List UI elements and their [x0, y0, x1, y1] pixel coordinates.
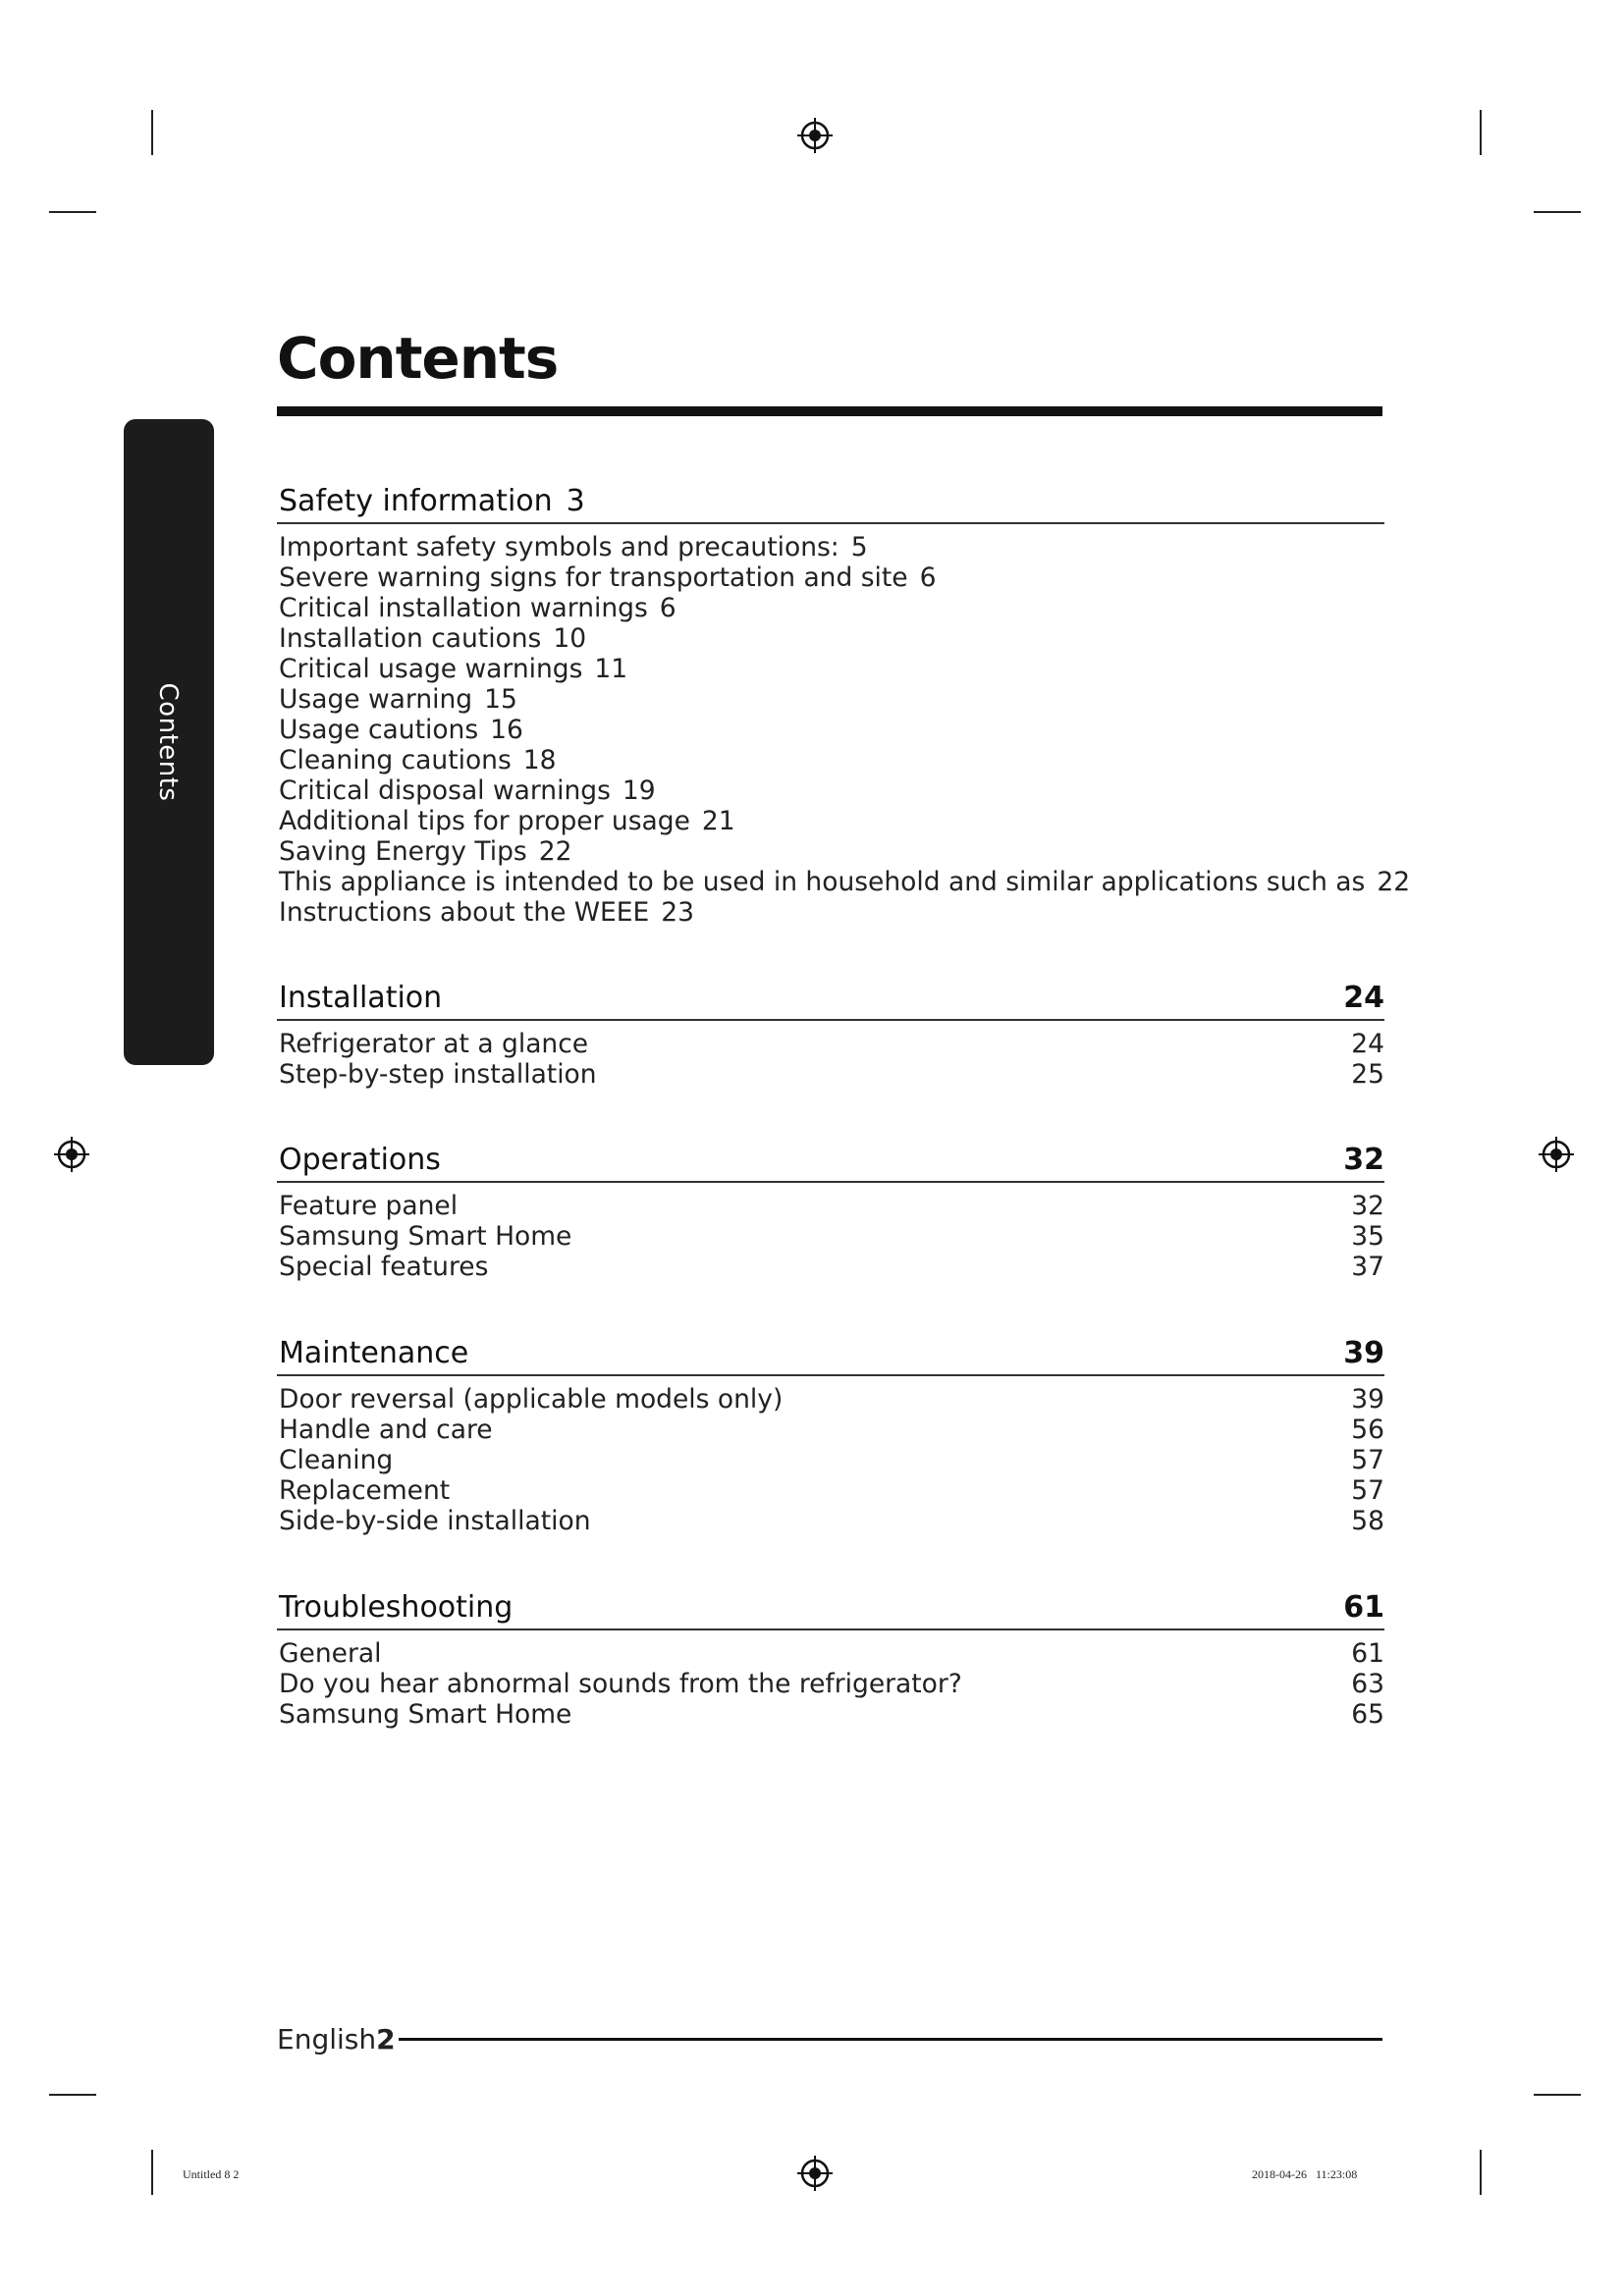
section-page-number: 3	[566, 484, 585, 518]
crop-mark-top-right-h	[1534, 211, 1581, 213]
registration-mark-bottom-icon	[795, 2154, 835, 2193]
section-page-number: 32	[1343, 1143, 1384, 1177]
toc-entry[interactable]: Replacement 57	[279, 1475, 1384, 1506]
print-slug-left: Untitled 8 2	[183, 2167, 240, 2181]
toc-entry[interactable]: This appliance is intended to be used in household and similar applications such as 22	[279, 867, 1411, 897]
section-title[interactable]: Troubleshooting	[279, 1590, 514, 1625]
footer-language: English	[277, 2023, 377, 2056]
page-title: Contents	[277, 325, 559, 392]
toc-entry[interactable]: Samsung Smart Home 35	[279, 1221, 1384, 1252]
toc-entry[interactable]: Special features 37	[279, 1252, 1384, 1282]
toc-entry[interactable]: Instructions about the WEEE 23	[279, 897, 695, 928]
toc-entry[interactable]: Refrigerator at a glance 24	[279, 1029, 1384, 1059]
toc-entry-list	[277, 1191, 1384, 1282]
side-tab-label: Contents	[153, 682, 183, 802]
toc-entry-list	[277, 532, 1411, 928]
toc-entry[interactable]: Additional tips for proper usage 21	[279, 806, 735, 836]
print-slug-right: 2018-04-26 11:23:08	[1252, 2167, 1358, 2181]
title-rule	[277, 406, 1382, 416]
toc-entry[interactable]: Handle and care 56	[279, 1415, 1384, 1445]
toc-entry[interactable]: Critical installation warnings 6	[279, 593, 677, 623]
toc-entry[interactable]: Do you hear abnormal sounds from the refrigerator? 63	[279, 1669, 1384, 1699]
crop-mark-top-left-h	[49, 211, 96, 213]
toc-entry[interactable]: General 61	[279, 1638, 1384, 1669]
toc-entry[interactable]: Saving Energy Tips 22	[279, 836, 572, 867]
section-header	[277, 974, 1384, 1021]
registration-mark-top-icon	[795, 116, 835, 155]
crop-mark-bottom-left	[151, 2150, 153, 2195]
section-installation	[277, 974, 1384, 1090]
toc-entry[interactable]: Feature panel 32	[279, 1191, 1384, 1221]
crop-mark-top-left	[151, 110, 153, 155]
section-header	[277, 1583, 1384, 1630]
toc-entry[interactable]: Critical usage warnings 11	[279, 654, 628, 684]
section-header	[277, 1136, 1384, 1183]
toc-entry[interactable]: Door reversal (applicable models only) 39	[279, 1384, 1384, 1415]
section-safety-information	[277, 477, 1411, 928]
section-header	[277, 1329, 1384, 1376]
toc-entry[interactable]: Severe warning signs for transportation and site 6	[279, 562, 937, 593]
toc-entry[interactable]: Installation cautions 10	[279, 623, 587, 654]
registration-mark-left-icon	[52, 1135, 91, 1174]
section-header	[277, 477, 1384, 524]
section-operations	[277, 1136, 1384, 1282]
registration-mark-right-icon	[1537, 1135, 1576, 1174]
toc-entry[interactable]: Cleaning 57	[279, 1445, 1384, 1475]
toc-entry[interactable]: Side-by-side installation 58	[279, 1506, 1384, 1536]
toc-entry[interactable]: Samsung Smart Home 65	[279, 1699, 1384, 1730]
section-page-number: 24	[1343, 981, 1384, 1015]
crop-mark-top-right	[1480, 110, 1482, 155]
toc-entry[interactable]: Usage cautions 16	[279, 715, 523, 745]
section-title[interactable]: Maintenance	[279, 1336, 469, 1370]
section-maintenance	[277, 1329, 1384, 1536]
section-page-number: 61	[1343, 1590, 1384, 1625]
crop-mark-bottom-right-h	[1534, 2094, 1581, 2096]
toc-entry[interactable]: Cleaning cautions 18	[279, 745, 557, 775]
toc-entry[interactable]: Important safety symbols and precautions: 5	[279, 532, 868, 562]
crop-mark-bottom-right	[1480, 2150, 1482, 2195]
crop-mark-bottom-left-h	[49, 2094, 96, 2096]
section-troubleshooting	[277, 1583, 1384, 1730]
toc-entry-list	[277, 1029, 1384, 1090]
toc-entry-list	[277, 1384, 1384, 1536]
toc-entry[interactable]: Step-by-step installation 25	[279, 1059, 1384, 1090]
section-title[interactable]: Operations	[279, 1143, 441, 1177]
toc-entry[interactable]: Critical disposal warnings 19	[279, 775, 656, 806]
footer-page-number: 2	[376, 2023, 396, 2056]
toc-entry-list	[277, 1638, 1384, 1730]
section-title[interactable]: Safety information 3	[279, 484, 585, 518]
section-title[interactable]: Installation	[279, 981, 443, 1015]
footer-rule	[399, 2038, 1382, 2041]
page-footer	[277, 2024, 396, 2056]
toc-entry[interactable]: Usage warning 15	[279, 684, 517, 715]
section-page-number: 39	[1343, 1336, 1384, 1370]
